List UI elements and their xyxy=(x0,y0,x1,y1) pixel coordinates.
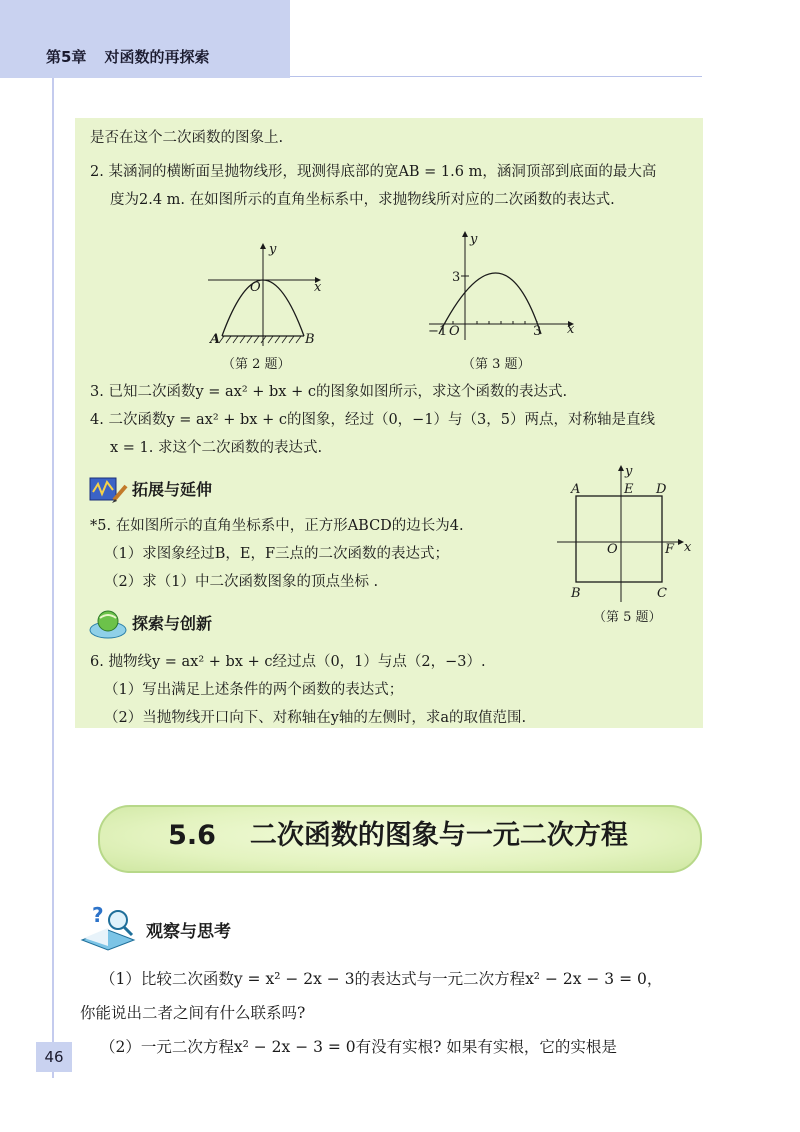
question-6-part-1: （1）写出满足上述条件的两个函数的表达式； xyxy=(104,682,404,698)
question-5-line-1: *5. 在如图所示的直角坐标系中，正方形ABCD的边长为4. xyxy=(90,518,464,534)
question-3: 3. 已知二次函数y = ax² + bx + c的图象如图所示，求这个函数的表达式. xyxy=(90,384,568,400)
question-4-line-1: 4. 二次函数y = ax² + bx + c的图象，经过（0，−1）与（3，5）两点，对称轴是直线 xyxy=(90,412,656,428)
observe-heading: 观察与思考 xyxy=(146,922,231,942)
observe-p1-line-2: 你能说出二者之间有什么联系吗? xyxy=(80,1004,306,1022)
svg-text:?: ? xyxy=(92,903,104,927)
section-name: 二次函数的图象与一元二次方程 xyxy=(249,820,628,851)
extend-heading: 拓展与延伸 xyxy=(132,480,213,499)
fig3-y-3: 3 xyxy=(452,270,461,285)
section-title xyxy=(98,813,698,852)
fig2-b-label: B xyxy=(305,332,315,347)
fig5-b-label: B xyxy=(571,586,581,601)
question-5-part-1: （1）求图象经过B，E，F三点的二次函数的表达式； xyxy=(104,546,450,562)
fig3-x-label: x xyxy=(567,322,575,337)
margin-rule xyxy=(52,78,54,1078)
fig5-a-label: A xyxy=(571,482,581,497)
header-rule xyxy=(290,76,702,77)
question-5-part-2: （2）求（1）中二次函数图象的顶点坐标 . xyxy=(104,574,379,590)
fig5-y-label: y xyxy=(625,464,633,479)
fig5-caption: （第 5 题） xyxy=(593,610,662,625)
explore-heading: 探索与创新 xyxy=(132,614,213,633)
fig2-caption: （第 2 题） xyxy=(222,357,291,372)
fig3-origin: O xyxy=(449,324,460,339)
fig2-x-label: x xyxy=(314,280,322,295)
fig3-neg1: −1 xyxy=(428,324,448,339)
chapter-title: 对函数的再探索 xyxy=(104,48,210,66)
question-2-line-1: 2. 某涵洞的横断面呈抛物线形，现测得底部的宽AB = 1.6 m，涵洞顶部到底面的最大高 xyxy=(90,164,657,180)
fig2-y-label: y xyxy=(269,242,277,257)
section-number: 5.6 xyxy=(168,820,216,851)
fig3-caption: （第 3 题） xyxy=(462,357,531,372)
magnifier-book-icon xyxy=(78,900,140,952)
page-number: 46 xyxy=(44,1048,64,1066)
fig5-d-label: D xyxy=(656,482,667,497)
chapter-number: 第5章 xyxy=(46,48,87,66)
fig2-origin-label: O xyxy=(250,280,261,295)
question-2-line-2: 度为2.4 m. 在如图所示的直角坐标系中，求抛物线所对应的二次函数的表达式. xyxy=(110,192,615,208)
running-header xyxy=(46,46,209,67)
fig3-x-3: 3 xyxy=(533,324,542,339)
fig2-a-label: A xyxy=(210,332,221,347)
observe-p1-line-1: （1）比较二次函数y = x² − 2x − 3的表达式与一元二次方程x² − 2x − 3 = 0， xyxy=(100,970,663,988)
question-6-line-1: 6. 抛物线y = ax² + bx + c经过点（0，1）与点（2，−3）. xyxy=(90,654,486,670)
question-4-line-2: x = 1. 求这个二次函数的表达式. xyxy=(110,440,323,456)
fig3-y-label: y xyxy=(470,232,478,247)
exercise-line: 是否在这个二次函数的图象上. xyxy=(90,130,284,146)
fig5-c-label: C xyxy=(657,586,667,601)
globe-icon xyxy=(88,606,128,640)
fig5-f-label: F xyxy=(665,542,675,557)
fig5-e-label: E xyxy=(624,482,634,497)
fig5-origin: O xyxy=(607,542,618,557)
fig5-x-label: x xyxy=(684,540,692,555)
pencil-chart-icon xyxy=(88,474,128,506)
observe-p2-line-1: （2）一元二次方程x² − 2x − 3 = 0有没有实根? 如果有实根，它的实根是 xyxy=(100,1038,617,1056)
question-6-part-2: （2）当抛物线开口向下、对称轴在y轴的左侧时，求a的取值范围. xyxy=(104,710,527,726)
